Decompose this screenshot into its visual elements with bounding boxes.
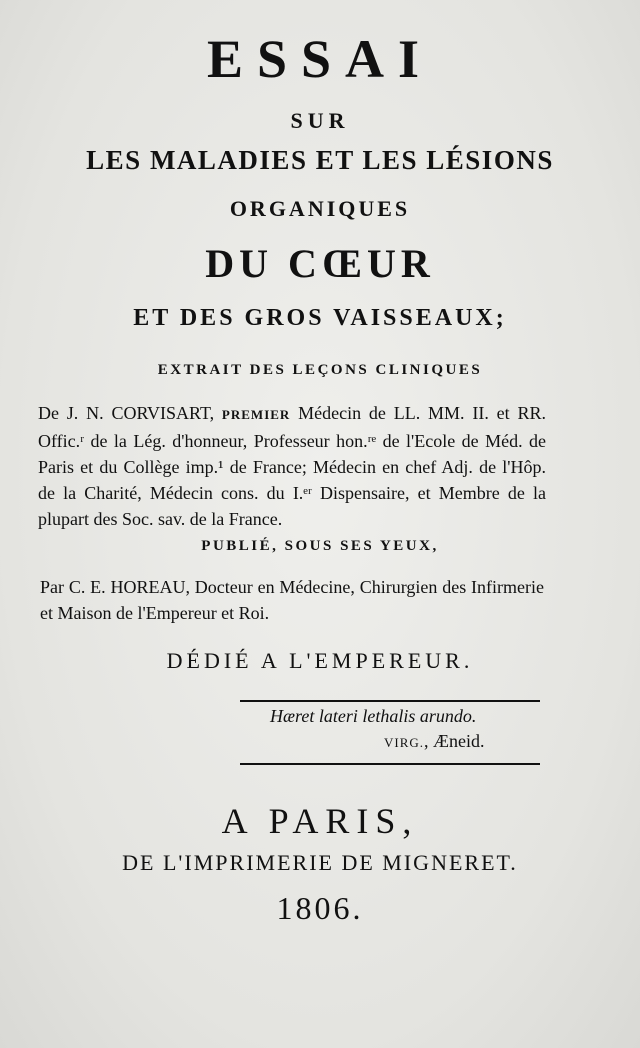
subtitle-maladies: LES MALADIES ET LES LÉSIONS xyxy=(86,145,554,175)
main-title: ESSAI xyxy=(206,29,434,89)
imprint-printer: DE L'IMPRIMERIE DE MIGNERET. xyxy=(122,850,518,875)
epigraph-rule-top xyxy=(240,700,540,702)
extrait-line: EXTRAIT DES LEÇONS CLINIQUES xyxy=(157,362,483,378)
author-credentials-text: Médecin de LL. MM. II. et RR. Offic.ʳ de la Lég. d'honneur, Professeur hon.ʳᵉ de l'Ecole de Méd. de Paris et du Collège imp.¹ de France; Médecin en chef Adj. de l'Hôp. de la Charité, Médecin cons. du I.ᵉʳ Dispensaire, et Membre de la plupart des Soc. sav. de la France. xyxy=(38,403,546,529)
subtitle-vaisseaux: ET DES GROS VAISSEAUX; xyxy=(133,305,507,331)
subtitle-sur: SUR xyxy=(290,108,350,133)
author-paragraph xyxy=(38,400,546,532)
author-premier-text: PREMIER xyxy=(221,407,291,422)
dedication-line: DÉDIÉ A L'EMPEREUR. xyxy=(166,648,474,673)
subtitle-organiques: ORGANIQUES xyxy=(229,196,411,221)
epigraph-quote: Hæret lateri lethalis arundo. xyxy=(270,706,477,726)
imprint-city: A PARIS, xyxy=(221,801,419,841)
attribution-name: VIRG. xyxy=(384,735,425,750)
imprint-year: 1806. xyxy=(276,890,364,926)
author-name-text: De J. N. CORVISART, xyxy=(38,403,222,423)
subtitle-coeur: DU CŒUR xyxy=(205,241,435,286)
attribution-work: , Æneid. xyxy=(424,731,485,751)
editor-paragraph: Par C. E. HOREAU, Docteur en Médecine, Chirurgien des Infirmerie et Maison de l'Empereur et Roi. xyxy=(40,577,544,623)
publie-line: PUBLIÉ, SOUS SES YEUX, xyxy=(201,538,439,554)
epigraph-rule-bottom xyxy=(240,763,540,765)
epigraph-attribution xyxy=(384,731,485,752)
